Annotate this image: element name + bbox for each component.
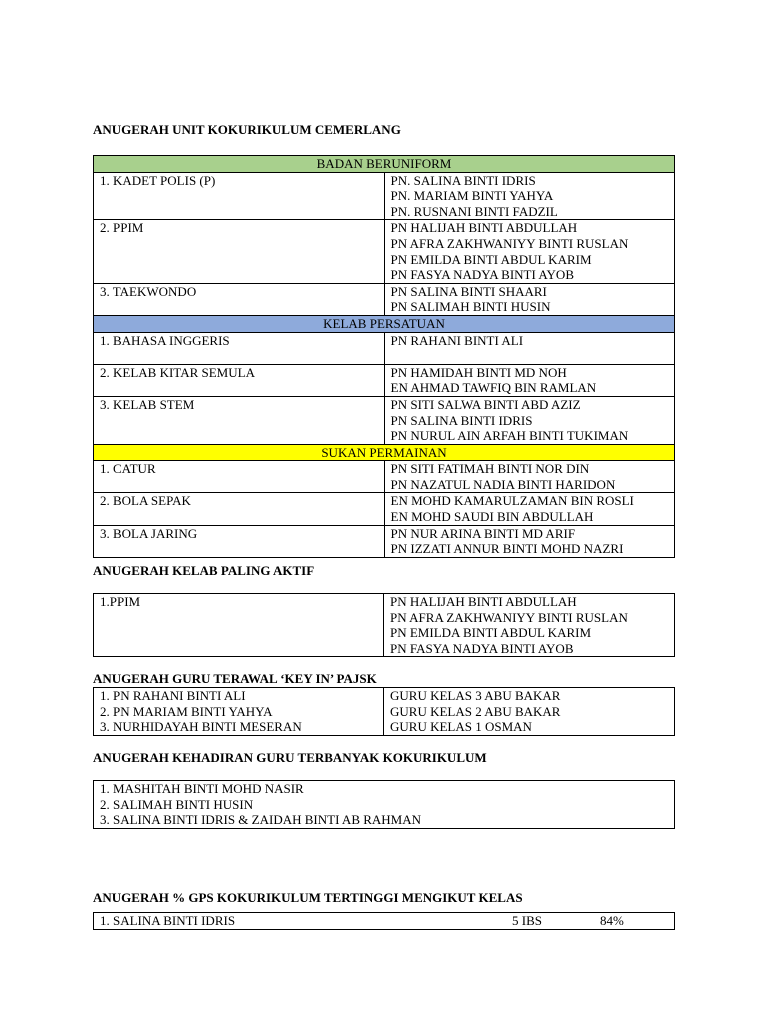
keyin-table: [93, 687, 675, 736]
section-header-persatuan: KELAB PERSATUAN: [94, 315, 675, 332]
table-row: [94, 396, 675, 444]
unit-name: 2. BOLA SEPAK: [94, 493, 385, 525]
teacher-name: EN AHMAD TAWFIQ BIN RAMLAN: [390, 380, 597, 396]
teacher-list: [384, 220, 675, 283]
unit-name: 2. PPIM: [94, 220, 385, 283]
unit-name: 2. KELAB KITAR SEMULA: [94, 364, 385, 396]
teacher-name: PN NAZATUL NADIA BINTI HARIDON: [390, 476, 616, 492]
table-row: [94, 781, 675, 829]
unit-awards-table: [93, 155, 675, 558]
teacher-name: PN SALIMAH BINTI HUSIN: [390, 299, 551, 315]
gps-row: [94, 913, 675, 930]
unit-name: 3. BOLA JARING: [94, 525, 385, 557]
table-row: [94, 283, 675, 315]
class-list: [384, 688, 675, 736]
teacher-name: PN FASYA NADYA BINTI AYOB: [390, 640, 574, 656]
teacher-name: PN RAHANI BINTI ALI: [390, 332, 524, 348]
teacher-name: PN HALIJAH BINTI ABDULLAH: [390, 220, 578, 236]
teacher-name: PN. RUSNANI BINTI FADZIL: [390, 203, 558, 219]
teacher-name: [391, 348, 675, 364]
table-row: [94, 364, 675, 396]
teacher-list: [384, 172, 675, 220]
aktif-title: ANUGERAH KELAB PALING AKTIF: [93, 563, 315, 578]
class-name: 5 IBS: [512, 913, 542, 928]
teacher-list: [384, 594, 675, 657]
teacher-name: 1. SALINA BINTI IDRIS: [100, 913, 236, 928]
teacher-list: [384, 332, 675, 364]
teacher-list: [384, 525, 675, 557]
teacher-list: [384, 493, 675, 525]
table-row: [94, 525, 675, 557]
section-header-row: [94, 315, 675, 332]
unit-name: 3. TAEKWONDO: [94, 283, 385, 315]
class-name: GURU KELAS 3 ABU BAKAR: [390, 688, 561, 703]
table-row: [94, 461, 675, 493]
teacher-name: PN IZZATI ANNUR BINTI MOHD NAZRI: [390, 541, 624, 557]
gps-title: ANUGERAH % GPS KOKURIKULUM TERTINGGI MENGIKUT KELAS: [93, 890, 523, 905]
teacher-list: [384, 396, 675, 444]
unit-name: 1. CATUR: [94, 461, 385, 493]
teacher-list: [94, 781, 675, 829]
aktif-table: [93, 593, 675, 657]
section-header-row: [94, 156, 675, 173]
teacher-name: 1. MASHITAH BINTI MOHD NASIR: [100, 781, 304, 796]
section-header-row: [94, 444, 675, 461]
class-name: GURU KELAS 2 ABU BAKAR: [390, 703, 561, 719]
keyin-title: ANUGERAH GURU TERAWAL ‘KEY IN’ PAJSK: [93, 671, 377, 686]
class-name: GURU KELAS 1 OSMAN: [390, 719, 532, 735]
teacher-name: 3. SALINA BINTI IDRIS & ZAIDAH BINTI AB RAHMAN: [100, 812, 422, 828]
kehadiran-table: [93, 780, 675, 829]
teacher-name: PN HAMIDAH BINTI MD NOH: [390, 364, 567, 380]
teacher-name: PN SITI FATIMAH BINTI NOR DIN: [390, 461, 590, 477]
teacher-name: EN MOHD SAUDI BIN ABDULLAH: [390, 509, 594, 525]
teacher-name: PN NUR ARINA BINTI MD ARIF: [390, 525, 576, 541]
teacher-name: PN AFRA ZAKHWANIYY BINTI RUSLAN: [390, 609, 628, 625]
teacher-list: [384, 461, 675, 493]
teacher-name: 3. NURHIDAYAH BINTI MESERAN: [100, 719, 302, 735]
teacher-name: PN SALINA BINTI SHAARI: [390, 283, 547, 299]
teacher-name: PN EMILDA BINTI ABDUL KARIM: [390, 625, 592, 641]
gps-table: [93, 912, 675, 930]
teacher-name: PN EMILDA BINTI ABDUL KARIM: [390, 251, 592, 267]
unit-name: 1.PPIM: [94, 594, 384, 657]
teacher-name: PN HALIJAH BINTI ABDULLAH: [390, 594, 577, 609]
table-row: [94, 688, 675, 736]
kehadiran-title: ANUGERAH KEHADIRAN GURU TERBANYAK KOKURIKULUM: [93, 750, 487, 765]
unit-name: 1. KADET POLIS (P): [94, 172, 385, 220]
teacher-names: [94, 688, 384, 736]
teacher-name: PN FASYA NADYA BINTI AYOB: [390, 267, 574, 283]
section-header-beruniform: BADAN BERUNIFORM: [94, 156, 675, 173]
teacher-name: PN. MARIAM BINTI YAHYA: [390, 188, 554, 204]
gps-percent: 84%: [600, 913, 624, 928]
teacher-name: 2. PN MARIAM BINTI YAHYA: [100, 703, 273, 719]
teacher-name: 2. SALIMAH BINTI HUSIN: [100, 796, 254, 812]
main-title: ANUGERAH UNIT KOKURIKULUM CEMERLANG: [93, 122, 401, 137]
teacher-list: [384, 283, 675, 315]
teacher-name: EN MOHD KAMARULZAMAN BIN ROSLI: [390, 493, 634, 509]
teacher-name: PN AFRA ZAKHWANIYY BINTI RUSLAN: [390, 235, 629, 251]
table-row: [94, 172, 675, 220]
table-row: [94, 332, 675, 364]
teacher-name: PN SITI SALWA BINTI ABD AZIZ: [390, 396, 581, 412]
unit-name: 1. BAHASA INGGERIS: [94, 332, 385, 364]
table-row: [94, 220, 675, 283]
section-header-permainan: SUKAN PERMAINAN: [94, 444, 675, 461]
table-row: [94, 493, 675, 525]
teacher-name: PN. SALINA BINTI IDRIS: [390, 172, 536, 188]
teacher-name: PN SALINA BINTI IDRIS: [390, 412, 533, 428]
table-row: [94, 913, 675, 930]
teacher-list: [384, 364, 675, 396]
teacher-name: 1. PN RAHANI BINTI ALI: [100, 688, 246, 703]
teacher-name: PN NURUL AIN ARFAH BINTI TUKIMAN: [390, 428, 629, 444]
unit-name: 3. KELAB STEM: [94, 396, 385, 444]
table-row: [94, 594, 675, 657]
